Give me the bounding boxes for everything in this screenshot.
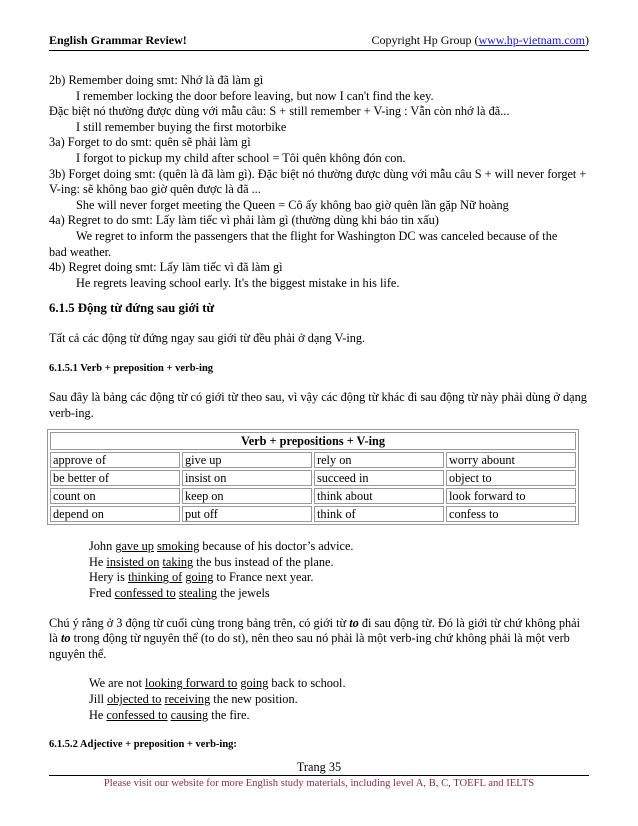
example-line: He regrets leaving school early. It's the biggest mistake in his life. — [76, 275, 400, 290]
table-cell: put off — [182, 506, 312, 522]
table-cell: depend on — [50, 506, 180, 522]
table-cell: approve of — [50, 452, 180, 468]
header-title: English Grammar Review! — [49, 33, 187, 47]
example-sentence: Jill objected to receiving the new position. — [89, 692, 298, 707]
subsection-heading: 6.1.5.2 Adjective + preposition + verb-ing: — [49, 739, 237, 751]
table-cell: give up — [182, 452, 312, 468]
table-cell: succeed in — [314, 470, 444, 486]
example-line: I still remember buying the first motorbike — [76, 119, 287, 134]
text-line: 2b) Remember doing smt: Nhớ là đã làm gì — [49, 73, 264, 87]
example-sentence: John gave up smoking because of his doctor’s advice. — [89, 539, 354, 554]
table-row — [50, 488, 576, 504]
footer-note: Please visit our website for more English study materials, including level A, B, C, TOEFL and IELTS — [103, 778, 535, 789]
text-line: 3a) Forget to do smt: quên sẽ phải làm gì — [49, 135, 251, 150]
header-copyright: Copyright Hp Group (www.hp-vietnam.com) — [371, 33, 589, 47]
examples-block-1 — [49, 539, 589, 601]
examples-block-2 — [49, 676, 589, 723]
subsection-heading: 6.1.5.1 Verb + preposition + verb-ing — [49, 362, 214, 374]
example-sentence: Hery is thinking of going to France next year. — [89, 570, 314, 585]
example-sentence: He insisted on taking the bus instead of the plane. — [89, 554, 334, 569]
table-cell: confess to — [446, 506, 576, 522]
table-cell: worry abount — [446, 452, 576, 468]
verb-preposition-table — [47, 429, 579, 525]
note-paragraph: Chú ý rằng ở 3 động từ cuối cùng trong bảng trên, có giới từ to đi sau động từ. Đó là giới từ chứ không phải là to trong động từ nguyên thể (to do st), nên theo sau nó phải là một verb-ing chứ không phải là một verb nguyên thể. — [49, 615, 581, 661]
website-link[interactable]: www.hp-vietnam.com — [478, 33, 585, 47]
example-line: She will never forget meeting the Queen = Cô ấy không bao giờ quên lần gặp Nữ hoàng — [76, 197, 509, 212]
footer-divider — [49, 775, 589, 776]
section-intro: Tất cả các động từ đứng ngay sau giới từ đều phải ở dạng V-ing. — [49, 330, 366, 345]
table-row — [50, 506, 576, 522]
table-cell: keep on — [182, 488, 312, 504]
example-line: I remember locking the door before leaving, but now I can't find the key. — [76, 88, 434, 103]
table-cell: think of — [314, 506, 444, 522]
table-cell: be better of — [50, 470, 180, 486]
page-header — [49, 33, 589, 48]
example-sentence: Fred confessed to stealing the jewels — [89, 586, 270, 601]
text-line: 4b) Regret doing smt: Lấy làm tiếc vì đã làm gì — [49, 260, 283, 275]
table-row — [50, 470, 576, 486]
table-cell: count on — [50, 488, 180, 504]
table-cell: object to — [446, 470, 576, 486]
text-line: Đặc biệt nó thường được dùng với mẫu câu: S + still remember + V-ing : Vẫn còn nhớ là đã... — [49, 104, 510, 119]
text-line: 4a) Regret to do smt: Lấy làm tiếc vì phải làm gì (thường dùng khi báo tin xấu) — [49, 213, 439, 228]
example-line: We regret to inform the passengers that the flight for Washington DC was canceled because of the — [76, 228, 558, 243]
example-line-continued: bad weather. — [49, 244, 112, 259]
header-divider — [49, 50, 589, 51]
table-cell: rely on — [314, 452, 444, 468]
section-heading: 6.1.5 Động từ đứng sau giới từ — [49, 301, 215, 316]
table-cell: insist on — [182, 470, 312, 486]
text-paragraph: 3b) Forget doing smt: (quên là đã làm gì). Đặc biệt nó thường được dùng với mẫu câu S + will never forget + V-ing: sẽ không bao giờ quên được là đã ... — [49, 166, 587, 197]
document-body — [49, 73, 589, 753]
table-row — [50, 452, 576, 468]
example-line: I forgot to pickup my child after school = Tôi quên không đón con. — [76, 150, 406, 165]
section-paragraph: Sau đây là bảng các động từ có giới từ theo sau, vì vậy các động từ khác đi sau động từ này phải dùng ở dạng verb-ing. — [49, 390, 587, 420]
table-header: Verb + prepositions + V-ing — [50, 432, 576, 450]
page-number: Trang 35 — [296, 760, 342, 774]
example-sentence: We are not looking forward to going back to school. — [89, 676, 346, 691]
table-cell: think about — [314, 488, 444, 504]
table-cell: look forward to — [446, 488, 576, 504]
example-sentence: He confessed to causing the fire. — [89, 707, 250, 722]
